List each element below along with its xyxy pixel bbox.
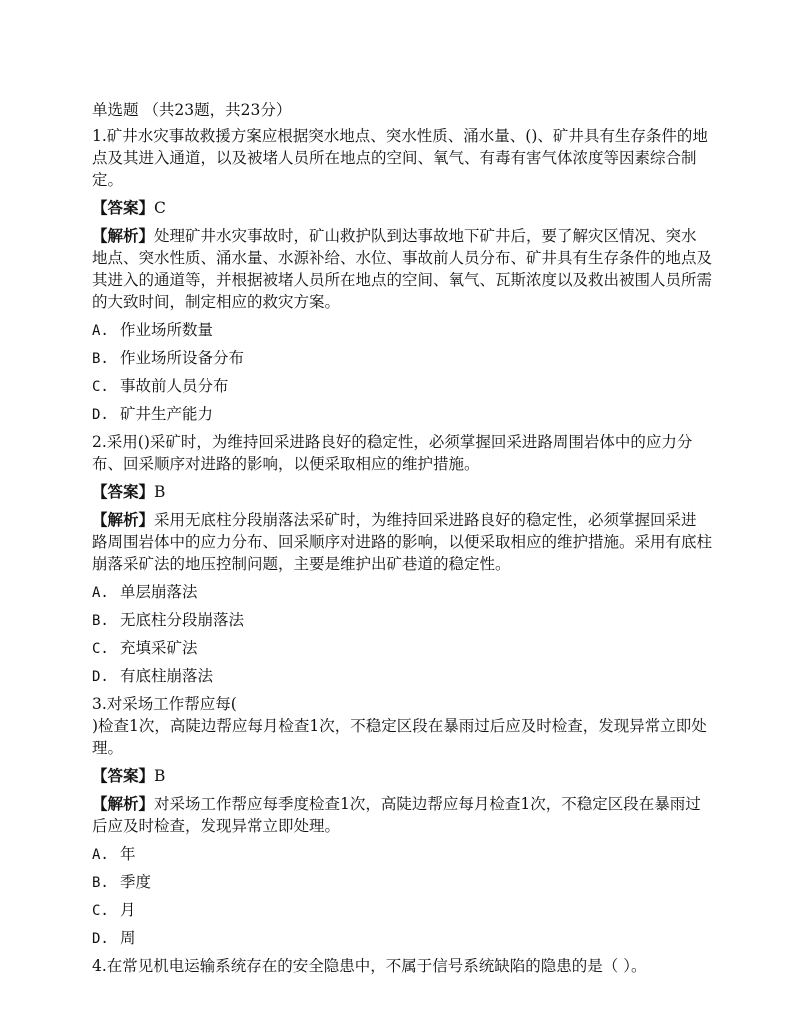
analysis-text: 采用无底柱分段崩落法采矿时，为维持回采进路良好的稳定性，必须掌握回采进路周围岩体中的应力分布、回采顺序对进路的影响，以便采取相应的维护措施。采用有底柱崩落采矿法的地压控制问题，主要是维护出矿巷道的稳定性。 <box>92 511 713 573</box>
option-b <box>92 871 712 894</box>
option-d <box>92 403 712 426</box>
option-text: 作业场所数量 <box>120 321 214 339</box>
answer-line <box>92 197 712 219</box>
analysis-line <box>92 509 712 575</box>
question-list <box>92 99 712 983</box>
analysis-label: 【解析】 <box>92 794 155 813</box>
answer-value: B <box>154 767 166 785</box>
answer-line <box>92 481 712 503</box>
analysis-label: 【解析】 <box>92 510 155 529</box>
question-text-line-2: )检查1次，高陡边帮应每月检查1次，不稳定区段在暴雨过后应及时检查，发现异常立即处理。 <box>92 717 707 757</box>
answer-label: 【答案】 <box>92 766 155 785</box>
section-title: 单选题 （共23题，共23分） <box>92 101 292 119</box>
option-text: 有底柱崩落法 <box>120 667 214 685</box>
question-1 <box>92 125 712 426</box>
option-d <box>92 927 712 950</box>
option-letter: D. <box>92 931 109 947</box>
option-letter: D. <box>92 407 109 423</box>
option-letter: C. <box>92 379 109 395</box>
answer-value: C <box>154 199 166 217</box>
analysis-text: 对采场工作帮应每季度检查1次，高陡边帮应每月检查1次，不稳定区段在暴雨过后应及时检查，发现异常立即处理。 <box>92 795 701 835</box>
option-text: 矿井生产能力 <box>120 405 214 423</box>
question-4 <box>92 955 712 977</box>
option-letter: B. <box>92 351 109 367</box>
option-letter: A. <box>92 847 109 863</box>
option-c <box>92 637 712 660</box>
option-a <box>92 319 712 342</box>
option-letter: C. <box>92 641 109 657</box>
option-letter: A. <box>92 323 109 339</box>
question-text: 4.在常见机电运输系统存在的安全隐患中，不属于信号系统缺陷的隐患的是（ ）。 <box>92 957 647 975</box>
question-text: 1.矿井水灾事故救援方案应根据突水地点、突水性质、涌水量、()、矿井具有生存条件的地点及其进入通道，以及被堵人员所在地点的空间、氧气、有毒有害气体浓度等因素综合制定。 <box>92 127 708 189</box>
option-b <box>92 347 712 370</box>
option-text: 季度 <box>120 873 152 891</box>
answer-label: 【答案】 <box>92 198 155 217</box>
option-text: 月 <box>120 901 136 919</box>
option-text: 单层崩落法 <box>120 583 198 601</box>
option-letter: D. <box>92 669 109 685</box>
option-c <box>92 899 712 922</box>
analysis-text: 处理矿井水灾事故时，矿山救护队到达事故地下矿井后，要了解灾区情况、突水地点、突水性质、涌水量、水源补给、水位、事故前人员分布、矿井具有生存条件的地点及其进入的通道等，并根据被堵人员所在地点的空间、氧气、瓦斯浓度以及救出被围人员所需的大致时间，制定相应的救灾方案。 <box>92 227 713 311</box>
analysis-line <box>92 793 712 837</box>
question-text: 2.采用()采矿时，为维持回采进路良好的稳定性，必须掌握回采进路周围岩体中的应力分布、回采顺序对进路的影响，以便采取相应的维护措施。 <box>92 433 693 473</box>
option-letter: B. <box>92 613 109 629</box>
option-text: 周 <box>120 929 136 947</box>
option-a <box>92 581 712 604</box>
option-letter: C. <box>92 903 109 919</box>
option-text: 充填采矿法 <box>120 639 198 657</box>
option-text: 无底柱分段崩落法 <box>120 611 245 629</box>
option-text: 年 <box>120 845 136 863</box>
option-b <box>92 609 712 632</box>
question-text <box>92 693 712 759</box>
answer-value: B <box>154 483 166 501</box>
option-c <box>92 375 712 398</box>
option-letter: A. <box>92 585 109 601</box>
question-text-line-1: 3.对采场工作帮应每( <box>92 695 237 713</box>
question-3 <box>92 693 712 950</box>
option-letter: B. <box>92 875 109 891</box>
analysis-label: 【解析】 <box>92 226 155 245</box>
question-2 <box>92 431 712 688</box>
analysis-line <box>92 225 712 313</box>
option-text: 事故前人员分布 <box>120 377 229 395</box>
answer-line <box>92 765 712 787</box>
option-text: 作业场所设备分布 <box>120 349 245 367</box>
option-a <box>92 843 712 866</box>
option-d <box>92 665 712 688</box>
answer-label: 【答案】 <box>92 482 155 501</box>
